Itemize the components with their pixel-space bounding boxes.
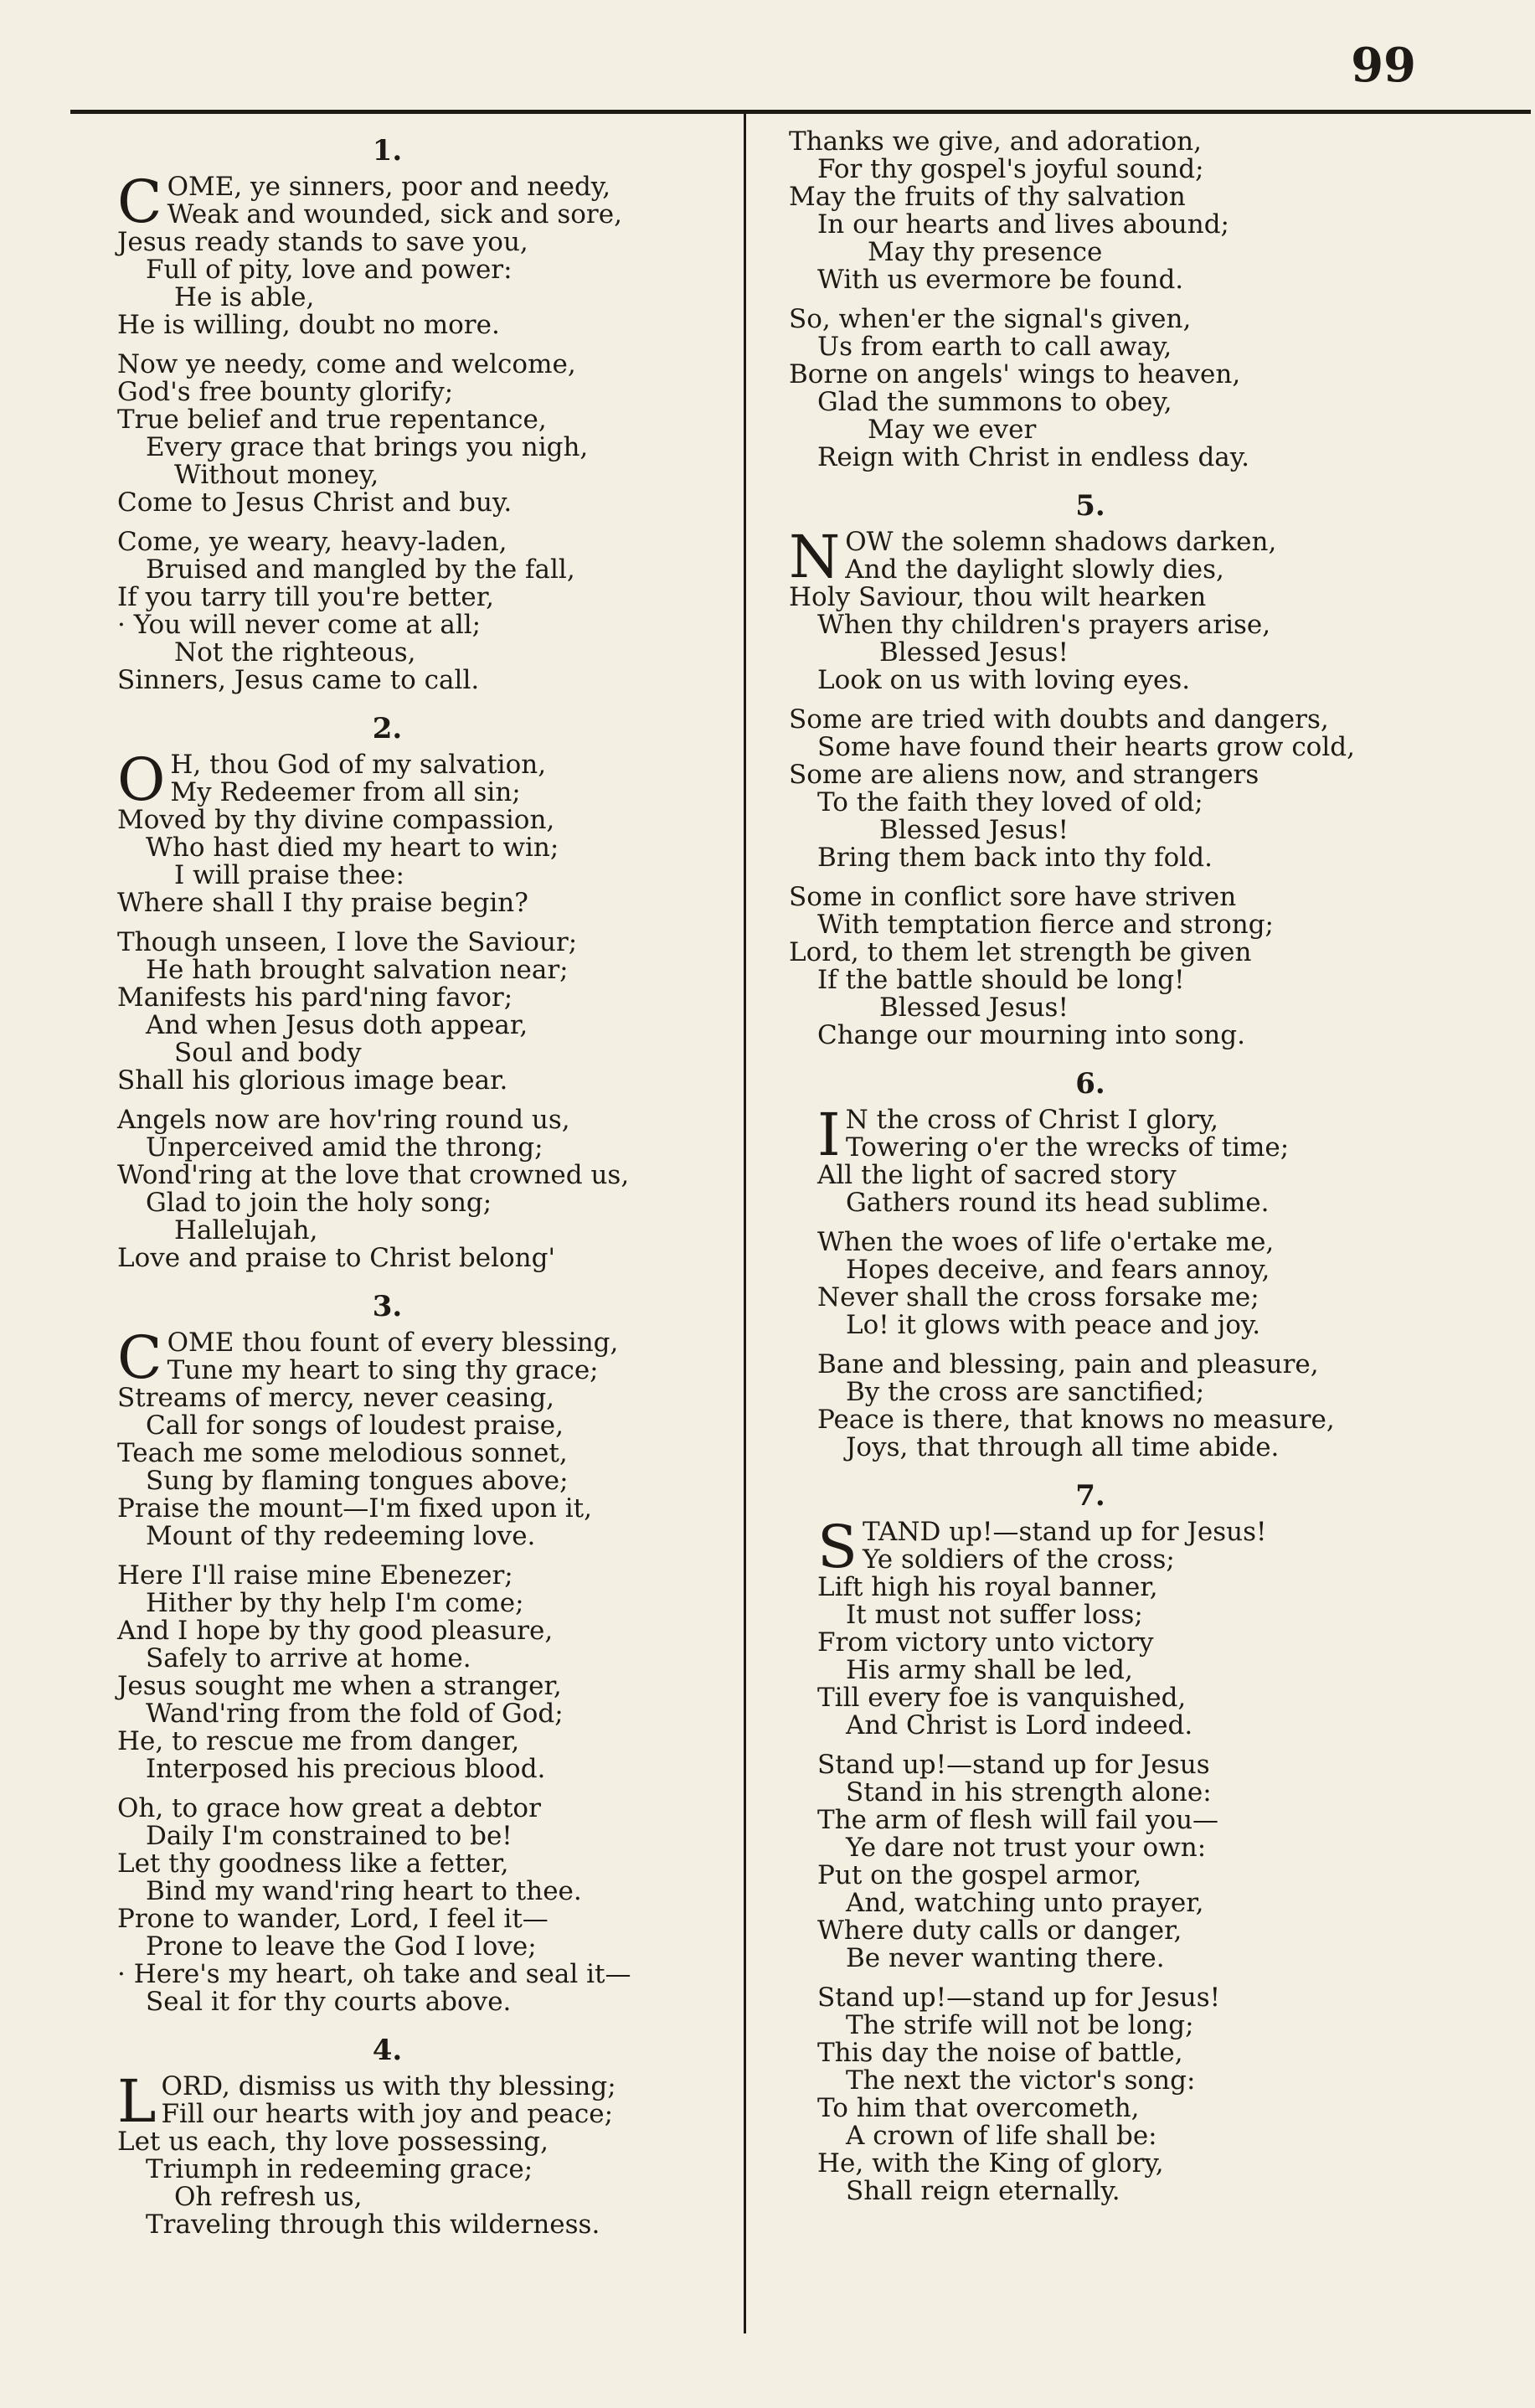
verse-line: Reign with Christ in endless day. (817, 442, 1250, 472)
verse-line: The arm of flesh will fail you— (817, 1805, 1219, 1835)
stanza (117, 1106, 733, 1272)
verse-line: Hallelujah, (174, 1215, 318, 1245)
verse-line: Here I'll raise mine Ebenezer; (117, 1560, 513, 1591)
verse-line: Stand up!—stand up for Jesus! (817, 1983, 1221, 2013)
verse-line: Sung by flaming tongues above; (146, 1466, 569, 1496)
hymn-block (789, 1473, 1526, 2205)
verse-line: Without money, (174, 460, 379, 490)
verse-line: Angels now are hov'ring round us, (117, 1105, 570, 1135)
verse-line: Stand up!—stand up for Jesus (817, 1750, 1210, 1780)
verse-line: Blessed Jesus! (879, 637, 1069, 668)
verse-line: Interposed his precious blood. (146, 1754, 546, 1784)
verse-line: He is able, (174, 282, 315, 312)
verse-line: Lift high his royal banner, (817, 1572, 1158, 1602)
hymn-number: 4. (372, 2034, 403, 2067)
verse-line: Glad the summons to obey, (817, 387, 1172, 417)
stanza (117, 1323, 733, 1551)
verse-line: Tune my heart to sing thy grace; (167, 1355, 599, 1385)
verse-line: This day the noise of battle, (817, 2038, 1183, 2068)
verse-line: Manifests his pard'ning favor; (117, 982, 513, 1013)
verse-line: If the battle should be long! (817, 965, 1185, 995)
verse-line: When thy children's prayers arise, (817, 610, 1271, 640)
verse-line: Put on the gospel armor, (817, 1860, 1142, 1890)
verse-line: Be never wanting there. (846, 1943, 1165, 1973)
verse-line: I will praise thee: (174, 860, 404, 890)
verse-line: And, watching unto prayer, (846, 1888, 1204, 1918)
verse-line: Never shall the cross forsake me; (817, 1282, 1259, 1312)
verse-line: Oh, to grace how great a debtor (117, 1793, 541, 1823)
verse-line: Gathers round its head sublime. (846, 1188, 1270, 1218)
stanza (789, 1101, 1526, 1218)
drop-cap: O (117, 745, 166, 814)
verse-line: Bane and blessing, pain and pleasure, (817, 1349, 1319, 1379)
verse-line: By the cross are sanctified; (846, 1377, 1205, 1407)
verse-line: Look on us with loving eyes. (817, 665, 1191, 695)
verse-line: Some are aliens now, and strangers (789, 760, 1259, 790)
verse-line: Safely to arrive at home. (146, 1643, 471, 1673)
top-rule (70, 110, 1531, 114)
stanza (117, 1795, 733, 2016)
verse-line: Seal it for thy courts above. (146, 1987, 512, 2017)
hymn-block (789, 1061, 1526, 1462)
verse-line: · Here's my heart, oh take and seal it— (117, 1959, 631, 1989)
verse-line: May the fruits of thy salvation (789, 182, 1186, 212)
verse-line: Blessed Jesus! (879, 993, 1069, 1023)
verse-line-text: OME, ye sinners, poor and needy, (167, 172, 611, 202)
verse-line: Bring them back into thy fold. (817, 843, 1213, 873)
verse-line: And when Jesus doth appear, (146, 1010, 528, 1040)
verse-line: Praise the mount—I'm fixed upon it, (117, 1493, 592, 1524)
verse-line: He hath brought salvation near; (146, 955, 569, 985)
verse-line: He, with the King of glory, (817, 2148, 1164, 2179)
verse-line: Every grace that brings you nigh, (146, 432, 589, 462)
verse-line-text: H, thou God of my salvation, (170, 750, 547, 780)
verse-line: He is willing, doubt no more. (117, 310, 500, 340)
drop-cap: L (117, 2067, 157, 2136)
verse-line: Bind my wand'ring heart to thee. (146, 1876, 582, 1906)
verse-line: Holy Saviour, thou wilt hearken (789, 582, 1207, 612)
verse-line: Jesus ready stands to save you, (117, 227, 528, 257)
verse-line: From victory unto victory (817, 1627, 1154, 1658)
column-divider (744, 114, 746, 2333)
verse-line: Where duty calls or danger, (817, 1916, 1182, 1946)
verse-line: Prone to wander, Lord, I feel it— (117, 1904, 549, 1934)
verse-line-text: TAND up!—stand up for Jesus! (862, 1517, 1267, 1547)
stanza (789, 128, 1526, 294)
verse-line: So, when'er the signal's given, (789, 304, 1192, 334)
verse-line: Change our mourning into song. (817, 1020, 1245, 1050)
hymn-number: 3. (372, 1290, 403, 1323)
verse-line: He, to rescue me from danger, (117, 1726, 520, 1756)
verse-line: Unperceived amid the throng; (146, 1132, 543, 1163)
stanza (789, 884, 1526, 1049)
verse-line: Glad to join the holy song; (146, 1188, 492, 1218)
verse-line: God's free bounty glorify; (117, 377, 454, 407)
verse-line: In our hearts and lives abound; (817, 209, 1230, 240)
verse-line: Now ye needy, come and welcome, (117, 349, 576, 379)
stanza (789, 306, 1526, 472)
verse-line: Prone to leave the God I love; (146, 1931, 537, 1962)
stanza (789, 706, 1526, 872)
verse-line: Some are tried with doubts and dangers, (789, 704, 1329, 735)
verse-line: True belief and true repentance, (117, 405, 547, 435)
hymn-block (789, 483, 1526, 1049)
verse-line: Weak and wounded, sick and sore, (167, 199, 622, 229)
verse-line: Full of pity, love and power: (146, 255, 513, 285)
hymn-number: 5. (1075, 489, 1105, 523)
drop-cap: I (817, 1101, 841, 1169)
stanza (117, 1562, 733, 1783)
stanza (117, 168, 733, 340)
verse-line-text: OME thou fount of every blessing, (167, 1328, 619, 1358)
drop-cap: N (789, 523, 841, 591)
verse-line: My Redeemer from all sin; (170, 777, 521, 807)
drop-cap: C (117, 1323, 162, 1392)
verse-line: Hither by thy help I'm come; (146, 1588, 524, 1618)
stanza (117, 929, 733, 1095)
verse-line: It must not suffer loss; (846, 1600, 1143, 1630)
verse-line: Shall reign eternally. (846, 2176, 1120, 2206)
verse-line: Not the righteous, (174, 637, 416, 668)
verse-line: And the daylight slowly dies, (845, 554, 1224, 585)
verse-line: Come, ye weary, heavy-laden, (117, 527, 507, 557)
verse-line: Ye dare not trust your own: (846, 1833, 1207, 1863)
hymn-block (117, 706, 733, 1272)
verse-line: All the light of sacred story (817, 1160, 1177, 1190)
verse-line: May we ever (868, 415, 1037, 445)
verse-line: Daily I'm constrained to be! (146, 1821, 513, 1851)
verse-line: · You will never come at all; (117, 610, 482, 640)
verse-line: Traveling through this wilderness. (146, 2209, 600, 2240)
verse-line: His army shall be led, (846, 1655, 1133, 1685)
verse-line: Lo! it glows with peace and joy. (846, 1310, 1261, 1340)
drop-cap: S (817, 1513, 858, 1581)
verse-line: Till every foe is vanquished, (817, 1683, 1187, 1713)
verse-line: Soul and body (174, 1038, 362, 1068)
verse-line: Bruised and mangled by the fall, (146, 554, 575, 585)
verse-line: Blessed Jesus! (879, 815, 1069, 845)
verse-line: Lord, to them let strength be given (789, 937, 1252, 967)
verse-line: Oh refresh us, (174, 2182, 363, 2212)
verse-line-text: ORD, dismiss us with thy blessing; (161, 2071, 616, 2101)
right-column (789, 128, 1526, 2217)
verse-line: And Christ is Lord indeed. (846, 1710, 1193, 1740)
verse-line: Wond'ring at the love that crowned us, (117, 1160, 630, 1190)
verse-line: Ye soldiers of the cross; (862, 1544, 1175, 1575)
hymn-number: 7. (1075, 1479, 1105, 1513)
verse-line: Peace is there, that knows no measure, (817, 1405, 1335, 1435)
verse-line: Triumph in redeeming grace; (146, 2154, 533, 2184)
hymn-block (117, 2028, 733, 2239)
verse-line: And I hope by thy good pleasure, (117, 1616, 554, 1646)
hymn-number: 6. (1075, 1067, 1105, 1101)
verse-line: Mount of thy redeeming love. (146, 1521, 536, 1551)
verse-line: Us from earth to call away, (817, 332, 1172, 362)
verse-line: Wand'ring from the fold of God; (146, 1699, 564, 1729)
verse-line: Moved by thy divine compassion, (117, 805, 555, 835)
verse-line: Borne on angels' wings to heaven, (789, 359, 1241, 389)
verse-line: May thy presence (868, 237, 1103, 267)
verse-line: Call for songs of loudest praise, (146, 1410, 564, 1441)
verse-line: To him that overcometh, (817, 2093, 1140, 2123)
hymn-block (789, 128, 1526, 472)
verse-line: Let us each, thy love possessing, (117, 2127, 549, 2157)
verse-line: Shall his glorious image bear. (117, 1065, 508, 1096)
verse-line: Some in conflict sore have striven (789, 882, 1237, 912)
verse-line: With us evermore be found. (817, 265, 1184, 295)
verse-line-text: N the cross of Christ I glory, (845, 1105, 1218, 1135)
drop-cap: C (117, 168, 162, 236)
stanza (117, 2067, 733, 2240)
stanza (789, 1984, 1526, 2205)
stanza (789, 1229, 1526, 1339)
hymn-block (117, 1284, 733, 2016)
stanza (117, 351, 733, 517)
verse-line: Come to Jesus Christ and buy. (117, 487, 513, 518)
stanza (789, 1513, 1526, 1740)
verse-line: Streams of mercy, never ceasing, (117, 1383, 555, 1413)
verse-line: A crown of life shall be: (846, 2121, 1157, 2151)
verse-line: Teach me some melodious sonnet, (117, 1438, 568, 1468)
verse-line: Though unseen, I love the Saviour; (117, 927, 578, 957)
verse-line: Love and praise to Christ belong' (117, 1243, 555, 1273)
verse-line: Sinners, Jesus came to call. (117, 665, 480, 695)
hymn-block (117, 128, 733, 694)
verse-line: Who hast died my heart to win; (146, 833, 559, 863)
verse-line: Hopes deceive, and fears annoy, (846, 1255, 1270, 1285)
stanza (789, 1751, 1526, 1972)
verse-line: Some have found their hearts grow cold, (817, 732, 1355, 762)
verse-line: Joys, that through all time abide. (846, 1432, 1280, 1462)
verse-line: The next the victor's song: (846, 2065, 1196, 2096)
verse-line: If you tarry till you're better, (117, 582, 494, 612)
verse-line: Stand in his strength alone: (846, 1777, 1212, 1807)
verse-line: For thy gospel's joyful sound; (817, 154, 1204, 184)
hymn-number: 1. (372, 134, 403, 168)
left-column (117, 128, 733, 2251)
verse-line: Jesus sought me when a stranger, (117, 1671, 562, 1701)
verse-line: Towering o'er the wrecks of time; (846, 1132, 1290, 1163)
verse-line: Fill our hearts with joy and peace; (161, 2099, 614, 2129)
verse-line: When the woes of life o'ertake me, (817, 1227, 1275, 1257)
page-number: 99 (1351, 38, 1416, 93)
verse-line: The strife will not be long; (846, 2010, 1194, 2040)
verse-line: Where shall I thy praise begin? (117, 888, 528, 918)
verse-line: With temptation fierce and strong; (817, 910, 1274, 940)
verse-line: To the faith they loved of old; (817, 787, 1203, 817)
stanza (117, 745, 733, 918)
stanza (789, 523, 1526, 695)
verse-line: Let thy goodness like a fetter, (117, 1849, 509, 1879)
stanza (789, 1351, 1526, 1462)
verse-line-text: OW the solemn shadows darken, (845, 527, 1277, 557)
hymn-number: 2. (372, 712, 403, 745)
verse-line: Thanks we give, and adoration, (789, 126, 1202, 157)
stanza (117, 529, 733, 694)
